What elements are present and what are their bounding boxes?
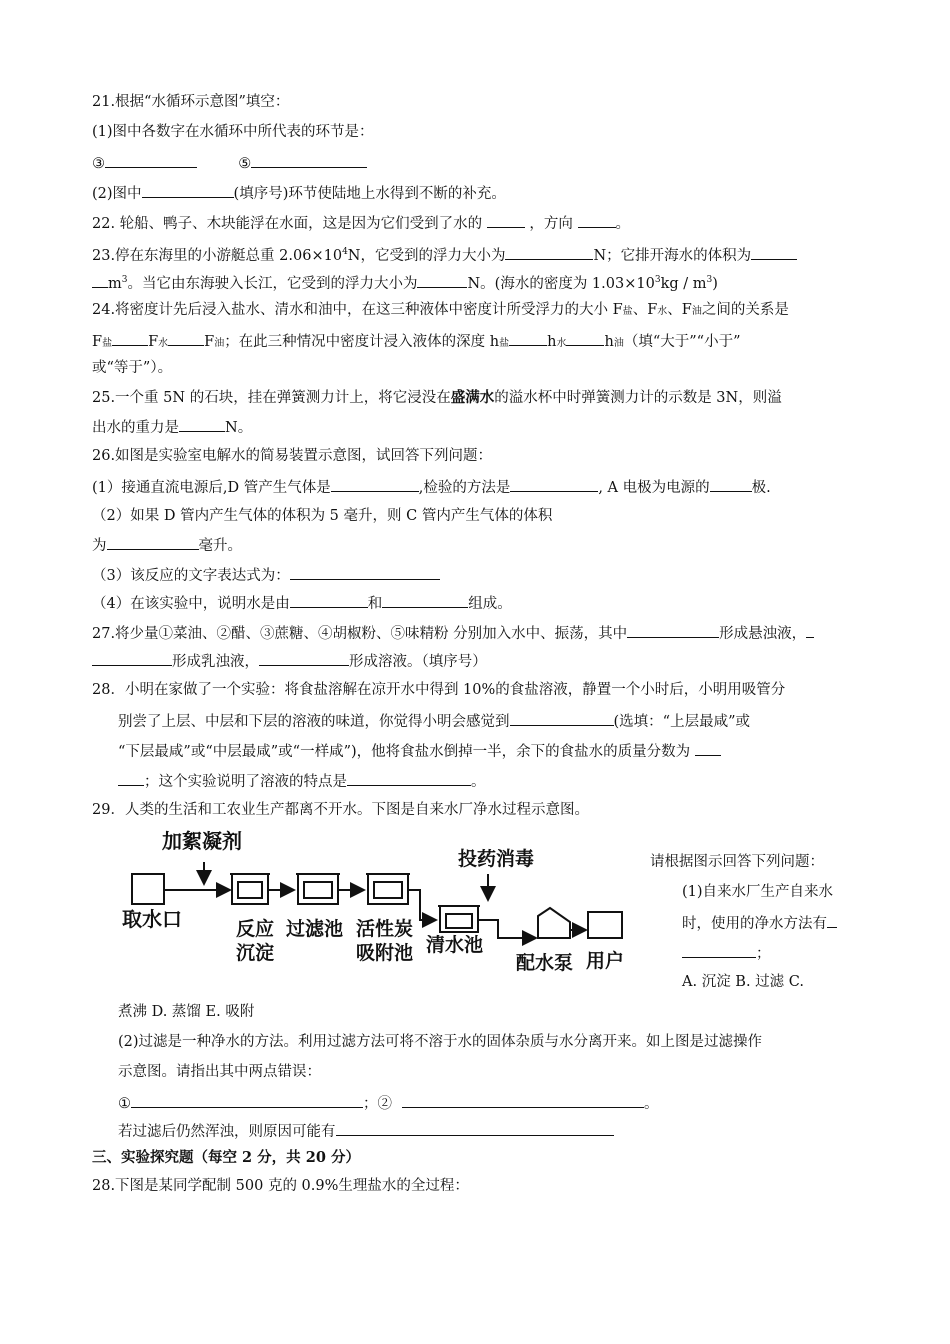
- q21-part1: (1)图中各数字在水循环中所代表的环节是：: [92, 124, 374, 140]
- q28a-line2: 别尝了上层、中层和下层的溶液的味道，你觉得小明会感觉到 (选填：“上层最咸”或: [118, 710, 750, 732]
- q26-sub4: （4）在该实验中，说明水是由 和 组成。: [92, 592, 512, 614]
- answer-blank[interactable]: [347, 770, 471, 786]
- answer-blank[interactable]: [107, 534, 199, 550]
- q29-side-5: A. 沉淀 B. 过滤 C.: [682, 974, 804, 990]
- label-carbon-1: 活性炭: [356, 918, 414, 940]
- answer-blank[interactable]: [168, 330, 204, 346]
- answer-blank[interactable]: [118, 770, 144, 786]
- answer-blank[interactable]: [92, 650, 172, 666]
- answer-blank[interactable]: [417, 272, 467, 288]
- q28a-line3: “下层最咸”或“中层最咸”或“一样咸”)，他将食盐水倒掉一半，余下的食盐水的质量分数为: [118, 740, 721, 762]
- label-reaction-1: 反应: [236, 918, 275, 940]
- answer-blank[interactable]: [682, 942, 756, 958]
- water-treatment-diagram: [118, 826, 638, 986]
- q29-side-4: ；: [682, 942, 771, 964]
- q27-line1: 27.将少量①菜油、②醋、③蔗糖、④胡椒粉、⑤味精粉 分别加入水中、振荡，其中 形成悬浊液，: [92, 622, 814, 644]
- answer-blank[interactable]: [487, 212, 525, 228]
- answer-blank[interactable]: [382, 592, 468, 608]
- label-user: 用户: [586, 950, 625, 972]
- answer-blank[interactable]: [331, 476, 419, 492]
- q23-line2: $m^3$。当它由东海驶入长江，它受到的浮力大小为 N。(海水的密度为 $1.03\times 10^3kg / m^3$): [92, 270, 718, 294]
- q29-part2-line1: (2)过滤是一种净水的方法。利用过滤方法可将不溶于水的固体杂质与水分离开来。如上图是过滤操作: [118, 1034, 763, 1050]
- answer-blank[interactable]: [509, 330, 547, 346]
- section3-heading: 三、实验探究题（每空 2 分，共 20 分）: [92, 1149, 360, 1166]
- q29-title: 29．人类的生活和工农业生产都离不开水。下图是自来水厂净水过程示意图。: [92, 802, 589, 818]
- answer-blank[interactable]: [92, 272, 108, 288]
- label-intake: 取水口: [122, 907, 182, 931]
- section3-q28: 28.下图是某同学配制 500 克的 0.9%生理盐水的全过程：: [92, 1178, 469, 1194]
- q29-part2-line4: 若过滤后仍然浑浊，则原因可能有: [118, 1120, 614, 1142]
- intake-box: [132, 874, 164, 904]
- answer-blank[interactable]: [806, 622, 814, 638]
- answer-blank[interactable]: [510, 476, 598, 492]
- answer-blank[interactable]: [251, 152, 367, 168]
- q25-line2: 出水的重力是 N。: [92, 416, 252, 438]
- q26-title: 26.如图是实验室电解水的简易装置示意图，试回答下列问题：: [92, 448, 493, 464]
- answer-blank[interactable]: [751, 244, 797, 260]
- q28a-line4: ；这个实验说明了溶液的特点是 。: [118, 770, 486, 792]
- label-dosing: 投药消毒: [458, 848, 535, 870]
- label-flocculant: 加絮凝剂: [162, 829, 242, 853]
- q27-line2: 形成乳浊液， 形成溶液。（填序号）: [92, 650, 487, 672]
- label-pump: 配水泵: [516, 952, 574, 974]
- answer-blank[interactable]: [827, 912, 837, 928]
- q21-title: 21.根据“水循环示意图”填空：: [92, 94, 290, 110]
- q26-sub2-line2: 为 毫升。: [92, 534, 242, 556]
- answer-blank[interactable]: [336, 1120, 614, 1136]
- answer-blank[interactable]: [710, 476, 752, 492]
- answer-blank[interactable]: [695, 740, 721, 756]
- q26-sub2-line1: （2）如果 D 管内产生气体的体积为 5 毫升，则 C 管内产生气体的体积: [92, 508, 553, 524]
- q29-side-1: 请根据图示回答下列问题：: [650, 854, 824, 870]
- answer-blank[interactable]: [259, 650, 349, 666]
- answer-blank[interactable]: [510, 710, 614, 726]
- answer-blank[interactable]: [105, 152, 197, 168]
- q26-sub3: （3）该反应的文字表达式为：: [92, 564, 440, 586]
- answer-blank[interactable]: [142, 182, 234, 198]
- q29-part2-line3: ① ；② 。: [118, 1092, 659, 1114]
- label-carbon-2: 吸附池: [356, 942, 414, 964]
- answer-blank[interactable]: [131, 1092, 363, 1108]
- q26-sub1: (1）接通直流电源后,D 管产生气体是 ,检验的方法是 , A 电极为电源的 极.: [92, 476, 771, 498]
- q29-options-line: 煮沸 D. 蒸馏 E. 吸附: [118, 1004, 255, 1020]
- answer-blank[interactable]: [566, 330, 604, 346]
- q21-part2: (2)图中 (填序号)环节使陆地上水得到不断的补充。: [92, 182, 506, 204]
- q21-part1-blanks: ③ ⑤: [92, 152, 367, 174]
- q24-line2: F盐 F水 F油；在此三种情况中密度计浸入液体的深度 h盐 h水 h油（填“大于”“小于”: [92, 330, 740, 354]
- q24-line3: 或“等于”）。: [92, 360, 173, 376]
- q29-part2-line2: 示意图。请指出其中两点错误：: [118, 1064, 321, 1080]
- pump-shape: [538, 908, 570, 938]
- label-clean: 清水池: [426, 934, 484, 956]
- answer-blank[interactable]: [179, 416, 225, 432]
- answer-blank[interactable]: [290, 592, 368, 608]
- user-box: [588, 912, 622, 938]
- answer-blank[interactable]: [290, 564, 440, 580]
- label-filter: 过滤池: [286, 918, 344, 940]
- q24-line1: 24.将密度计先后浸入盐水、清水和油中，在这三种液体中密度计所受浮力的大小 F盐、F水、F油之间的关系是: [92, 302, 789, 318]
- flow-arrow: [478, 920, 536, 938]
- answer-blank[interactable]: [627, 622, 719, 638]
- q23-line1: 23.停在东海里的小游艇总重 $2.06\times 10^4N$，它受到的浮力大小为 N；它排开海水的体积为: [92, 242, 797, 266]
- q28a-line1: 28．小明在家做了一个实验：将食盐溶解在凉开水中得到 10%的食盐溶液，静置一个小时后，小明用吸管分: [92, 682, 786, 698]
- answer-blank[interactable]: [402, 1092, 644, 1108]
- answer-blank[interactable]: [505, 244, 593, 260]
- q25-line1: 25.一个重 5N 的石块，挂在弹簧测力计上，将它浸没在盛满水的溢水杯中时弹簧测力计的示数是 3N，则溢: [92, 389, 782, 406]
- label-reaction-2: 沉淀: [236, 942, 275, 964]
- q29-side-2: (1)自来水厂生产自来水: [682, 884, 834, 900]
- answer-blank[interactable]: [578, 212, 616, 228]
- flow-arrow: [408, 890, 436, 920]
- q22: 22. 轮船、鸭子、木块能浮在水面，这是因为它们受到了水的 ，方向 。: [92, 212, 630, 234]
- answer-blank[interactable]: [112, 330, 148, 346]
- q29-side-3: 时，使用的净水方法有: [682, 912, 837, 934]
